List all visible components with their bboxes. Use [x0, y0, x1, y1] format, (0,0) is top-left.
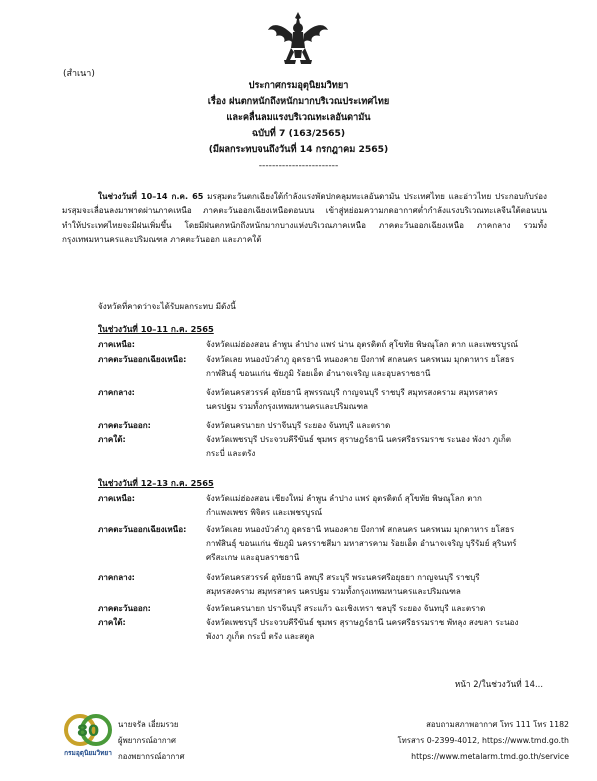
province-line: จังหวัดเลย หนองบัวลำภู อุดรธานี หนองคาย บึงกาฬ สกลนคร นครพนม มุกดาหาร ยโสธร [206, 354, 515, 364]
logo-text: กรมอุตุนิยมวิทยา [64, 749, 112, 757]
region-provinces [206, 418, 561, 432]
region-provinces [206, 385, 561, 413]
region-provinces [206, 570, 561, 598]
garuda-emblem-icon [266, 10, 330, 68]
announcement-effective: (มีผลกระทบจนถึงวันที่ 14 กรกฎาคม 2565) [208, 144, 389, 155]
period-title: ในช่วงวันที่ 10–11 ก.ค. 2565 [98, 324, 214, 334]
contact-service-link[interactable]: https://www.metalarm.tmd.go.th/service [411, 752, 569, 761]
intro-paragraph [62, 189, 547, 246]
region-label: ภาคเหนือ: [98, 493, 136, 503]
announcement-subject-line2: และคลื่นลมแรงบริเวณทะเลอันดามัน [226, 112, 371, 123]
province-line: จังหวัดนครนายก ปราจีนบุรี สระแก้ว ฉะเชิงเทรา ชลบุรี ระยอง จันทบุรี และตราด [206, 603, 486, 613]
next-page-marker: หน้า 2/ในช่วงวันที่ 14... [454, 679, 543, 689]
region-label: ภาคกลาง: [98, 387, 135, 397]
signatory-division: กองพยากรณ์อากาศ [118, 752, 185, 761]
province-line: สมุทรสงคราม สมุทรสาคร นครปฐม รวมทั้งกรุงเทพมหานครและปริมณฑล [206, 586, 461, 596]
province-line: จังหวัดนครสวรรค์ อุทัยธานี สุพรรณบุรี กาญจนบุรี ราชบุรี สมุทรสงคราม สมุทรสาคร [206, 387, 498, 397]
announcement-subject: เรื่อง ฝนตกหนักถึงหนักมากบริเวณประเทศไทย [207, 96, 390, 107]
affected-intro: จังหวัดที่คาดว่าจะได้รับผลกระทบ มีดังนี้ [98, 301, 236, 311]
province-line: จังหวัดเพชรบุรี ประจวบคีรีขันธ์ ชุมพร สุราษฎร์ธานี นครศรีธรรมราช พัทลุง สงขลา ระนอง [206, 617, 519, 627]
region-label: ภาคเหนือ: [98, 339, 136, 349]
period-title: ในช่วงวันที่ 12–13 ก.ค. 2565 [98, 478, 214, 488]
province-line: จังหวัดเลย หนองบัวลำภู อุดรธานี หนองคาย บึงกาฬ สกลนคร นครพนม มุกดาหาร ยโสธร [206, 524, 515, 534]
signatory-block [118, 717, 185, 765]
province-line: จังหวัดนครสวรรค์ อุทัยธานี ลพบุรี สระบุรี พระนครศรีอยุธยา กาญจนบุรี ราชบุรี [206, 572, 480, 582]
signatory-name: นายจรัล เอี่ยมรวย [118, 720, 179, 729]
region-provinces [206, 522, 561, 564]
contact-fax-website: โทรสาร 0-2399-4012, https://www.tmd.go.th [397, 736, 569, 745]
region-label: ภาคตะวันออก: [98, 420, 151, 430]
region-provinces [206, 601, 561, 615]
tmd-80-anniversary-logo-icon [62, 712, 114, 767]
province-line: กำแพงเพชร พิจิตร และเพชรบูรณ์ [206, 507, 323, 517]
region-provinces [206, 337, 561, 351]
region-provinces [206, 432, 561, 460]
announcement-issue: ฉบับที่ 7 (163/2565) [251, 128, 346, 139]
province-line: จังหวัดแม่ฮ่องสอน ลำพูน ลำปาง แพร่ น่าน อุตรดิตถ์ สุโขทัย พิษณุโลก ตาก และเพชรบูรณ์ [206, 339, 518, 349]
province-line: พังงา ภูเก็ต กระบี่ ตรัง และสตูล [206, 631, 315, 641]
logo-number: 80 [76, 721, 100, 740]
province-line: ศรีสะเกษ และอุบลราชธานี [206, 552, 300, 562]
region-label: ภาคกลาง: [98, 572, 135, 582]
contact-block [397, 717, 569, 765]
intro-text: มรสุมตะวันตกเฉียงใต้กำลังแรงพัดปกคลุมทะเลอันดามัน ประเทศไทย และอ่าวไทย ประกอบกับร่องมรสุมจะเลื่อนลงมาพาดผ่านภาคเหนือ ภาคตะวันออกเฉียงเหนือตอนบน เข้าสู่หย่อมความกดอากาศต่ำกำลังแรงบริเวณทะเลจีนใต้ตอนบน ทำให้ประเทศไทยจะมีฝนเพิ่มขึ้น โดยมีฝนตกหนักถึงหนักมากบางแห่งบริเวณภาคเหนือ ภาคตะวันออกเฉียงเหนือ ภาคกลาง รวมทั้งกรุงเทพมหานครและปริมณฑล ภาคตะวันออก และภาคใต้ [62, 191, 547, 244]
intro-lead: ในช่วงวันที่ 10–14 ก.ค. 65 [98, 191, 204, 201]
copy-mark: (สำเนา) [63, 69, 95, 79]
province-line: กาฬสินธุ์ ขอนแก่น ชัยภูมิ ร้อยเอ็ด อำนาจเจริญ และอุบลราชธานี [206, 368, 431, 378]
region-label: ภาคใต้: [98, 617, 126, 627]
province-line: จังหวัดเพชรบุรี ประจวบคีรีขันธ์ ชุมพร สุราษฎร์ธานี นครศรีธรรมราช ระนอง พังงา ภูเก็ต [206, 434, 511, 444]
region-label: ภาคใต้: [98, 434, 126, 444]
region-label: ภาคตะวันออก: [98, 603, 151, 613]
region-provinces [206, 352, 561, 380]
province-line: จังหวัดนครนายก ปราจีนบุรี ระยอง จันทบุรี และตราด [206, 420, 391, 430]
region-provinces [206, 491, 561, 519]
region-label: ภาคตะวันออกเฉียงเหนือ: [98, 524, 187, 534]
header-divider: ------------------------ [258, 160, 339, 171]
signatory-position: ผู้พยากรณ์อากาศ [118, 736, 176, 745]
province-line: นครปฐม รวมทั้งกรุงเทพมหานครและปริมณฑล [206, 401, 368, 411]
province-line: กระบี่ และตรัง [206, 448, 256, 458]
region-provinces [206, 615, 561, 643]
contact-phone: สอบถามสภาพอากาศ โทร 111 โทร 1182 [426, 720, 569, 729]
province-line: จังหวัดแม่ฮ่องสอน เชียงใหม่ ลำพูน ลำปาง แพร่ อุตรดิตถ์ สุโขทัย พิษณุโลก ตาก [206, 493, 482, 503]
announcement-title: ประกาศกรมอุตุนิยมวิทยา [248, 80, 349, 91]
region-label: ภาคตะวันออกเฉียงเหนือ: [98, 354, 187, 364]
province-line: กาฬสินธุ์ ขอนแก่น ชัยภูมิ นครราชสีมา มหาสารคาม ร้อยเอ็ด อำนาจเจริญ บุรีรัมย์ สุรินทร์ [206, 538, 517, 548]
